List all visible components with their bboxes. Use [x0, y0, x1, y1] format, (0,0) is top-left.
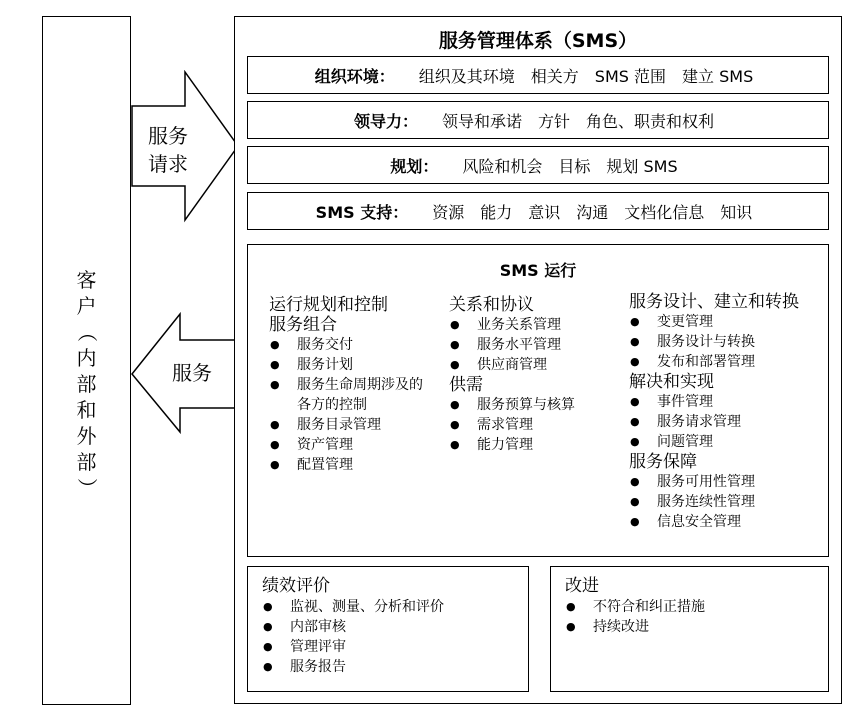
col-heading: 解决和实现 [629, 372, 714, 392]
row-item: 相关方 [530, 66, 579, 86]
col-heading: 供需 [449, 375, 483, 395]
sms-title: 服务管理体系（SMS） [438, 30, 638, 52]
row-item: 沟通 [576, 202, 609, 222]
col-heading: 运行规划和控制 [269, 295, 388, 315]
list-item: ● 变更管理 [629, 312, 824, 332]
list-item: ● 供应商管理 [449, 355, 619, 375]
list-item: ● 事件管理 [629, 392, 824, 412]
row-item: 规划 SMS [606, 156, 678, 176]
list-item: ● 管理评审 [262, 637, 444, 657]
list-item: ● 服务连续性管理 [629, 492, 824, 512]
list-item: ● 问题管理 [629, 432, 824, 452]
row-item: 领导和承诺 [441, 111, 522, 131]
list-item: ● 能力管理 [449, 435, 619, 455]
sms-operation-title: SMS 运行 [499, 261, 577, 280]
row-item: 目标 [558, 156, 591, 176]
row-item: 能力 [480, 202, 513, 222]
improvement-heading: 改进 [565, 576, 599, 596]
list-item: ● 服务交付 [269, 335, 429, 355]
row-label: 规划： [390, 156, 439, 176]
improvement-list [565, 597, 705, 637]
list-item: ● 持续改进 [565, 617, 705, 637]
customer-label-char: 外 [76, 424, 97, 448]
customer-label [43, 267, 130, 501]
list-item: ● 不符合和纠正措施 [565, 597, 705, 617]
row-item: 建立 SMS [682, 66, 754, 86]
row-item: 方针 [538, 111, 571, 131]
list-item: ● 资产管理 [269, 435, 429, 455]
list-item: ● 服务设计与转换 [629, 332, 824, 352]
operation-col-1 [269, 295, 429, 475]
list-item: ● 服务预算与核算 [449, 395, 619, 415]
customer-box [42, 16, 131, 705]
list-item: ● 配置管理 [269, 455, 429, 475]
service-label: 服务 [172, 361, 212, 385]
operation-col-3 [629, 292, 824, 532]
list-item: ● 服务计划 [269, 355, 429, 375]
row-item: 意识 [528, 202, 561, 222]
row-label: 领导力： [353, 111, 418, 131]
col-list [629, 312, 824, 372]
row-item: 知识 [720, 202, 753, 222]
col-heading: 服务组合 [269, 315, 337, 335]
support-row [247, 192, 829, 230]
list-item: ● 监视、测量、分析和评价 [262, 597, 444, 617]
customer-label-char: 客 [76, 268, 97, 292]
col-list [269, 335, 429, 475]
col-heading: 服务保障 [629, 452, 697, 472]
customer-label-char: 内 [76, 346, 97, 370]
list-item: ● 服务水平管理 [449, 335, 619, 355]
col-list [449, 315, 619, 375]
col-list [449, 395, 619, 455]
list-item: ● 需求管理 [449, 415, 619, 435]
operation-col-2 [449, 295, 619, 455]
list-item: ● 服务报告 [262, 657, 444, 677]
list-item: ● 发布和部署管理 [629, 352, 824, 372]
row-item: 风险和机会 [462, 156, 543, 176]
performance-list [262, 597, 444, 677]
leadership-row [247, 101, 829, 139]
improvement-box [550, 566, 829, 692]
org-context-row [247, 56, 829, 94]
performance-box [247, 566, 529, 692]
planning-row [247, 146, 829, 184]
list-item: ● 内部审核 [262, 617, 444, 637]
list-item: ● 服务生命周期涉及的各方的控制 [269, 375, 429, 415]
col-list [629, 392, 824, 452]
service-request-label: 服务 请求 [148, 124, 188, 176]
customer-label-char: 和 [76, 398, 97, 422]
list-item: ● 业务关系管理 [449, 315, 619, 335]
row-item: SMS 范围 [594, 66, 667, 86]
row-label: SMS 支持： [315, 202, 409, 222]
row-item: 组织及其环境 [418, 66, 515, 86]
list-item: ● 信息安全管理 [629, 512, 824, 532]
col-heading: 服务设计、建立和转换 [629, 292, 799, 312]
row-item: 角色、职责和权利 [586, 111, 715, 131]
list-item: ● 服务可用性管理 [629, 472, 824, 492]
list-item: ● 服务请求管理 [629, 412, 824, 432]
row-item: 文档化信息 [624, 202, 705, 222]
customer-label-char: 部 [76, 372, 97, 396]
row-item: 资源 [432, 202, 465, 222]
customer-label-char: （ [74, 322, 99, 342]
performance-heading: 绩效评价 [262, 576, 330, 596]
col-heading: 关系和协议 [449, 295, 534, 315]
col-list [629, 472, 824, 532]
customer-label-char: ） [74, 478, 99, 498]
row-label: 组织环境： [314, 66, 395, 86]
customer-label-char: 部 [76, 450, 97, 474]
list-item: ● 服务目录管理 [269, 415, 429, 435]
customer-label-char: 户 [76, 294, 97, 318]
